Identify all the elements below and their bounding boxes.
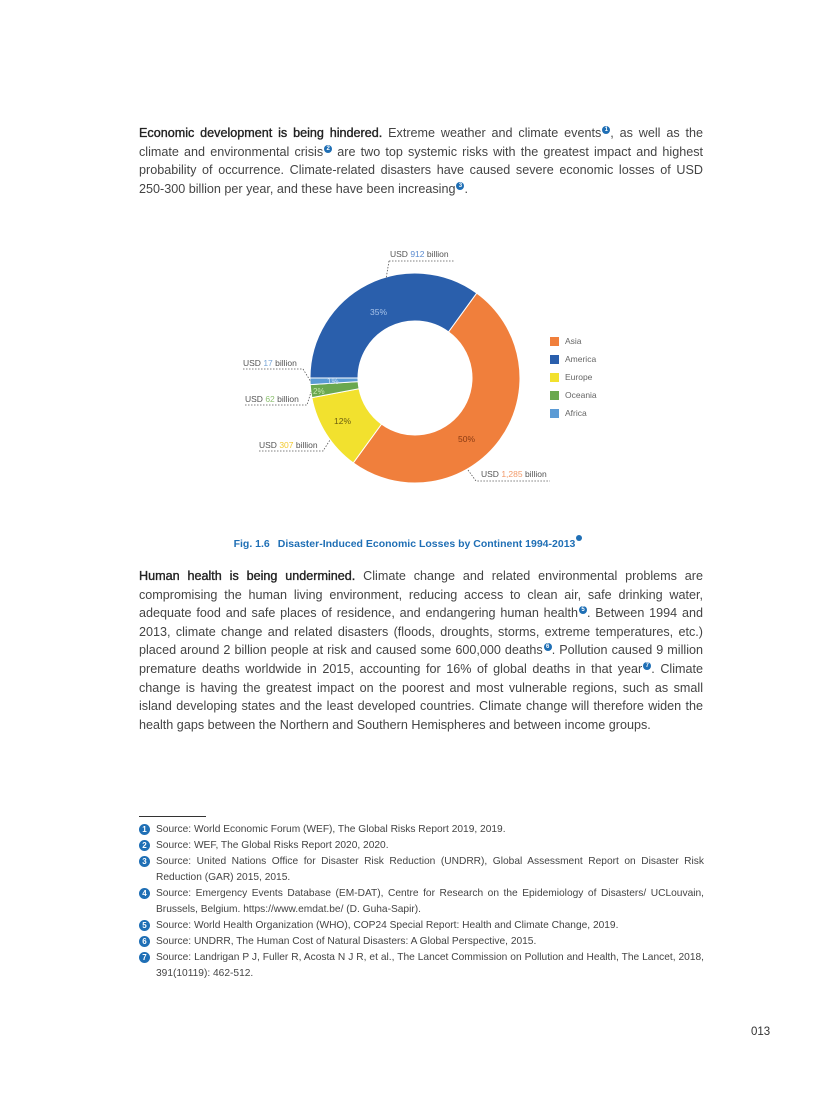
callout-europe: USD 307 billion <box>259 440 318 450</box>
callout-asia: USD 1,285 billion <box>481 469 547 479</box>
callout-africa: USD 17 billion <box>243 358 297 368</box>
chart-legend <box>550 332 597 422</box>
legend-item-africa: Africa <box>550 404 597 422</box>
footnote-ref-1[interactable]: 1 <box>602 126 610 134</box>
slice-label-america: 35% <box>370 307 388 317</box>
footnote-number-icon: 7 <box>139 952 150 963</box>
footnote-1: 1 Source: World Economic Forum (WEF), The Global Risks Report 2019, 2019. <box>139 822 704 838</box>
donut-slice-america <box>310 273 477 378</box>
page-number: 013 <box>751 1026 771 1038</box>
footnote-3: 3 Source: United Nations Office for Disaster Risk Reduction (UNDRR), Global Assessment Report on Disaster Risk Reduction (GAR) 2015, 2015. <box>139 854 704 886</box>
footnote-number-icon: 2 <box>139 840 150 851</box>
footnote-number-icon: 3 <box>139 856 150 867</box>
figure-title: Disaster-Induced Economic Losses by Continent 1994-2013 <box>277 538 576 550</box>
footnote-4: 4 Source: Emergency Events Database (EM-DAT), Centre for Research on the Epidemiology of Disasters/ UCLouvain, Brussels, Belgium. https://www.emdat.be/ (D. Guha-Sapir). <box>139 886 704 918</box>
footnote-number-icon: 6 <box>139 936 150 947</box>
legend-item-europe: Europe <box>550 368 597 386</box>
footnote-number-icon: 5 <box>139 920 150 931</box>
figure-caption <box>0 535 816 550</box>
footnote-divider <box>139 816 206 817</box>
donut-slices <box>310 273 520 483</box>
footnote-ref-7[interactable]: 7 <box>643 662 651 670</box>
slice-label-oceania: 2% <box>313 387 325 396</box>
footnote-ref-5[interactable]: 5 <box>579 606 587 614</box>
footnote-7: 7 Source: Landrigan P J, Fuller R, Acosta N J R, et al., The Lancet Commission on Pollution and Health, The Lancet, 2018, 391(10119): 462-512. <box>139 950 704 982</box>
legend-item-asia: Asia <box>550 332 597 350</box>
legend-item-america: America <box>550 350 597 368</box>
paragraph-economic-development: Economic development is being hindered. Extreme weather and climate events 1 , as well as the climate and environmental crisis 2 are two top systemic risks with the greatest impact and highest probability of occurrence. Climate-related disasters have caused severe economic losses of USD 250-300 billion per year, and these have been increasing 3 . <box>139 126 703 196</box>
callout-oceania: USD 62 billion <box>245 394 299 404</box>
slice-label-europe: 12% <box>334 416 352 426</box>
slice-label-asia: 50% <box>458 434 476 444</box>
footnote-ref-3[interactable]: 3 <box>456 182 464 190</box>
footnote-ref-2[interactable]: 2 <box>324 145 332 153</box>
footnote-number-icon: 4 <box>139 888 150 899</box>
slice-label-africa: 1% <box>327 377 339 386</box>
donut-chart-graphic <box>0 230 816 520</box>
legend-swatch-africa <box>550 409 559 418</box>
paragraph-lead: Economic development is being hindered. <box>139 126 383 140</box>
footnote-ref-4-icon[interactable] <box>576 535 582 541</box>
footnote-5: 5 Source: World Health Organization (WHO), COP24 Special Report: Health and Climate Change, 2019. <box>139 918 704 934</box>
footnote-2: 2 Source: WEF, The Global Risks Report 2020, 2020. <box>139 838 704 854</box>
legend-swatch-oceania <box>550 391 559 400</box>
footnote-6: 6 Source: UNDRR, The Human Cost of Natural Disasters: A Global Perspective, 2015. <box>139 934 704 950</box>
legend-swatch-asia <box>550 337 559 346</box>
footnotes <box>139 822 704 982</box>
figure-number: Fig. 1.6 <box>233 538 270 550</box>
legend-swatch-europe <box>550 373 559 382</box>
paragraph-lead: Human health is being undermined. <box>139 569 356 583</box>
legend-item-oceania: Oceania <box>550 386 597 404</box>
paragraph-human-health: Human health is being undermined. Climate change and related environmental problems are compromising the human living environment, reducing access to clean air, safe drinking water, adequate food and safe places of residence, and endangering human health 5 . Between 1994 and 2013, climate change and related disasters (floods, droughts, storms, extreme temperatures, etc.) placed around 2 billion people at risk and caused some 600,000 deaths 6 . Pollution caused 9 million premature deaths worldwide in 2015, accounting for 16% of global deaths in that year 7 . Climate change is having the greatest impact on the poorest and most vulnerable regions, such as small island developing states and the least developed countries. Climate change will therefore widen the health gaps between the Northern and Southern Hemispheres and between income groups. <box>139 569 704 732</box>
legend-swatch-america <box>550 355 559 364</box>
donut-chart <box>0 230 816 520</box>
footnote-number-icon: 1 <box>139 824 150 835</box>
footnote-ref-6[interactable]: 6 <box>544 643 552 651</box>
callout-america: USD 912 billion <box>390 249 449 259</box>
